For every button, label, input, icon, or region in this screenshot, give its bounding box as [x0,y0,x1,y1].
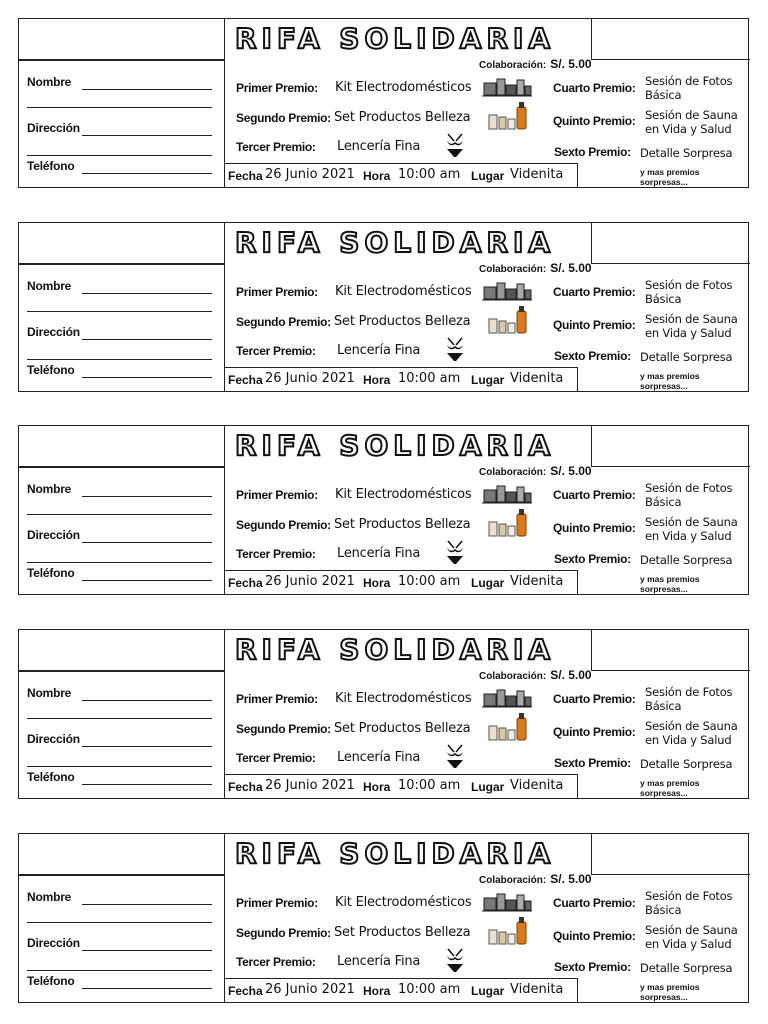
collaboration-amount: S/. 5.00 [550,872,592,886]
appliances-icon [482,77,532,99]
place-value: Videnita [510,778,564,793]
phone-line [82,580,212,581]
beauty-products-icon [487,916,529,948]
second-prize-value: Set Productos Belleza [334,721,471,736]
sixth-prize-label: Sexto Premio: [554,756,631,770]
phone-label: Teléfono [27,566,75,580]
fifth-prize-label: Quinto Premio: [553,929,636,943]
stub-phone-row [27,566,217,606]
stub-name-row [27,269,217,309]
raffle-ticket [18,833,749,1003]
second-prize-label: Segundo Premio: [236,926,331,940]
first-prize-value: Kit Electrodomésticos [335,284,472,299]
phone-label: Teléfono [27,974,75,988]
third-prize-label: Tercer Premio: [236,955,316,969]
fourth-prize-value [645,278,732,306]
place-label: Lugar [471,169,505,183]
lingerie-icon [445,743,465,769]
fourth-prize-line1: Sesión de Fotos [645,481,733,495]
time-value: 10:00 am [398,167,461,182]
name-line-2 [27,514,212,515]
address-label: Dirección [27,528,80,542]
event-details [224,978,578,1002]
place-value: Videnita [510,371,564,386]
fifth-prize-label: Quinto Premio: [553,725,636,739]
first-prize-value: Kit Electrodomésticos [335,895,472,910]
fourth-prize-value [645,889,732,917]
fourth-prize-value [645,481,732,509]
lingerie-icon [445,132,465,158]
name-line [82,293,212,294]
fifth-prize-line2: en Vida y Salud [645,733,732,747]
address-line-2 [27,155,212,156]
first-prize-label: Primer Premio: [236,488,318,502]
place-value: Videnita [510,574,564,589]
third-prize-value: Lencería Fina [337,750,421,765]
beauty-products-icon [487,305,529,337]
address-label: Dirección [27,732,80,746]
address-label: Dirección [27,936,80,950]
collaboration-label: Colaboración: [479,875,547,886]
address-label: Dirección [27,121,80,135]
name-line-2 [27,922,212,923]
second-prize-label: Segundo Premio: [236,315,331,329]
fifth-prize-label: Quinto Premio: [553,114,636,128]
ticket-stub [19,426,225,594]
fourth-prize-line1: Sesión de Fotos [645,889,733,903]
third-prize-label: Tercer Premio: [236,751,316,765]
fourth-prize-line1: Sesión de Fotos [645,278,733,292]
name-label: Nombre [27,686,72,700]
fifth-prize-line1: Sesión de Sauna [645,515,738,529]
raffle-ticket [18,425,749,595]
date-value: 26 Junio 2021 [265,778,355,793]
fourth-prize-line2: Básica [645,495,682,509]
address-line [82,135,212,136]
ticket-stub [19,834,225,1002]
sixth-prize-label: Sexto Premio: [554,145,631,159]
raffle-ticket [18,18,749,188]
sixth-prize-label: Sexto Premio: [554,552,631,566]
phone-label: Teléfono [27,363,75,377]
first-prize-value: Kit Electrodomésticos [335,80,472,95]
collaboration-amount: S/. 5.00 [550,464,592,478]
name-line [82,496,212,497]
ticket-stub [19,19,225,187]
ticket-number-box [591,834,750,875]
fifth-prize-value [645,312,738,340]
sixth-prize-label: Sexto Premio: [554,349,631,363]
fourth-prize-line2: Básica [645,88,682,102]
name-line [82,700,212,701]
more-prizes-note: y mas premios sorpresas... [640,778,700,798]
stub-name-row [27,676,217,716]
ticket-number-box [591,426,750,467]
collaboration [479,668,592,682]
third-prize-value: Lencería Fina [337,139,421,154]
second-prize-label: Segundo Premio: [236,518,331,532]
stub-phone-row [27,974,217,1014]
ticket-number-box [591,630,750,671]
place-label: Lugar [471,984,505,998]
fifth-prize-line1: Sesión de Sauna [645,312,738,326]
address-line-2 [27,970,212,971]
date-label: Fecha [228,576,263,590]
lingerie-icon [445,947,465,973]
stub-number-box [19,426,224,468]
name-line [82,904,212,905]
collaboration [479,464,592,478]
time-value: 10:00 am [398,778,461,793]
stub-number-box [19,630,224,672]
phone-line [82,784,212,785]
fifth-prize-line1: Sesión de Sauna [645,719,738,733]
appliances-icon [482,892,532,914]
third-prize-label: Tercer Premio: [236,547,316,561]
collaboration-label: Colaboración: [479,671,547,682]
second-prize-value: Set Productos Belleza [334,925,471,940]
event-details [224,367,578,391]
phone-line [82,173,212,174]
fifth-prize-line1: Sesión de Sauna [645,108,738,122]
stub-number-box [19,223,224,265]
raffle-title: RIFA SOLIDARIA [235,226,556,259]
raffle-title: RIFA SOLIDARIA [235,429,556,462]
appliances-icon [482,688,532,710]
date-label: Fecha [228,169,263,183]
date-label: Fecha [228,780,263,794]
phone-line [82,377,212,378]
fifth-prize-line2: en Vida y Salud [645,529,732,543]
sixth-prize-value: Detalle Sorpresa [640,961,733,975]
stub-phone-row [27,159,217,199]
stub-address-row [27,518,217,558]
date-label: Fecha [228,984,263,998]
time-value: 10:00 am [398,371,461,386]
stub-name-row [27,65,217,105]
name-label: Nombre [27,75,72,89]
address-line [82,542,212,543]
beauty-products-icon [487,508,529,540]
third-prize-value: Lencería Fina [337,954,421,969]
time-value: 10:00 am [398,574,461,589]
second-prize-label: Segundo Premio: [236,111,331,125]
address-line [82,746,212,747]
name-line-2 [27,311,212,312]
ticket-stub [19,223,225,391]
raffle-title: RIFA SOLIDARIA [235,633,556,666]
place-label: Lugar [471,780,505,794]
ticket-number-box [591,19,750,60]
collaboration [479,872,592,886]
stub-address-row [27,315,217,355]
stub-phone-row [27,363,217,403]
fifth-prize-line2: en Vida y Salud [645,326,732,340]
fourth-prize-value [645,685,732,713]
collaboration-amount: S/. 5.00 [550,668,592,682]
time-label: Hora [363,576,391,590]
fourth-prize-label: Cuarto Premio: [553,896,636,910]
collaboration-amount: S/. 5.00 [550,57,592,71]
name-line-2 [27,107,212,108]
sixth-prize-value: Detalle Sorpresa [640,350,733,364]
stub-phone-row [27,770,217,810]
collaboration [479,261,592,275]
fifth-prize-line2: en Vida y Salud [645,937,732,951]
name-label: Nombre [27,890,72,904]
name-label: Nombre [27,279,72,293]
raffle-ticket [18,629,749,799]
fourth-prize-value [645,74,732,102]
fifth-prize-value [645,923,738,951]
second-prize-value: Set Productos Belleza [334,110,471,125]
stub-number-box [19,19,224,61]
stub-name-row [27,472,217,512]
first-prize-label: Primer Premio: [236,285,318,299]
date-value: 26 Junio 2021 [265,982,355,997]
stub-address-row [27,111,217,151]
lingerie-icon [445,336,465,362]
stub-number-box [19,834,224,876]
address-line-2 [27,562,212,563]
raffle-title: RIFA SOLIDARIA [235,837,556,870]
stub-name-row [27,880,217,920]
collaboration-label: Colaboración: [479,264,547,275]
fourth-prize-label: Cuarto Premio: [553,81,636,95]
fifth-prize-line1: Sesión de Sauna [645,923,738,937]
second-prize-value: Set Productos Belleza [334,314,471,329]
address-line-2 [27,766,212,767]
lingerie-icon [445,539,465,565]
address-line [82,950,212,951]
name-label: Nombre [27,482,72,496]
time-value: 10:00 am [398,982,461,997]
fifth-prize-value [645,108,738,136]
third-prize-value: Lencería Fina [337,343,421,358]
collaboration [479,57,592,71]
fifth-prize-label: Quinto Premio: [553,318,636,332]
ticket-number-box [591,223,750,264]
sixth-prize-value: Detalle Sorpresa [640,757,733,771]
appliances-icon [482,281,532,303]
more-prizes-note: y mas premios sorpresas... [640,167,700,187]
fourth-prize-label: Cuarto Premio: [553,285,636,299]
fifth-prize-value [645,515,738,543]
more-prizes-note: y mas premios sorpresas... [640,371,700,391]
ticket-stub [19,630,225,798]
event-details [224,570,578,594]
raffle-title: RIFA SOLIDARIA [235,22,556,55]
event-details [224,163,578,187]
first-prize-label: Primer Premio: [236,692,318,706]
stub-address-row [27,722,217,762]
sixth-prize-value: Detalle Sorpresa [640,146,733,160]
place-label: Lugar [471,576,505,590]
sixth-prize-value: Detalle Sorpresa [640,553,733,567]
more-prizes-note: y mas premios sorpresas... [640,982,700,1002]
first-prize-label: Primer Premio: [236,81,318,95]
place-label: Lugar [471,373,505,387]
collaboration-label: Colaboración: [479,60,547,71]
beauty-products-icon [487,712,529,744]
fifth-prize-label: Quinto Premio: [553,521,636,535]
fifth-prize-line2: en Vida y Salud [645,122,732,136]
second-prize-value: Set Productos Belleza [334,517,471,532]
beauty-products-icon [487,101,529,133]
phone-line [82,988,212,989]
fourth-prize-line2: Básica [645,292,682,306]
third-prize-value: Lencería Fina [337,546,421,561]
third-prize-label: Tercer Premio: [236,344,316,358]
fourth-prize-line2: Básica [645,903,682,917]
fifth-prize-value [645,719,738,747]
time-label: Hora [363,373,391,387]
phone-label: Teléfono [27,770,75,784]
time-label: Hora [363,984,391,998]
appliances-icon [482,484,532,506]
name-line [82,89,212,90]
sixth-prize-label: Sexto Premio: [554,960,631,974]
raffle-ticket [18,222,749,392]
fourth-prize-line1: Sesión de Fotos [645,685,733,699]
place-value: Videnita [510,167,564,182]
place-value: Videnita [510,982,564,997]
name-line-2 [27,718,212,719]
address-line [82,339,212,340]
time-label: Hora [363,169,391,183]
time-label: Hora [363,780,391,794]
second-prize-label: Segundo Premio: [236,722,331,736]
phone-label: Teléfono [27,159,75,173]
date-label: Fecha [228,373,263,387]
address-label: Dirección [27,325,80,339]
address-line-2 [27,359,212,360]
fourth-prize-label: Cuarto Premio: [553,692,636,706]
fourth-prize-line2: Básica [645,699,682,713]
fourth-prize-line1: Sesión de Fotos [645,74,733,88]
fourth-prize-label: Cuarto Premio: [553,488,636,502]
stub-address-row [27,926,217,966]
third-prize-label: Tercer Premio: [236,140,316,154]
first-prize-value: Kit Electrodomésticos [335,487,472,502]
more-prizes-note: y mas premios sorpresas... [640,574,700,594]
event-details [224,774,578,798]
date-value: 26 Junio 2021 [265,167,355,182]
collaboration-label: Colaboración: [479,467,547,478]
collaboration-amount: S/. 5.00 [550,261,592,275]
date-value: 26 Junio 2021 [265,371,355,386]
first-prize-label: Primer Premio: [236,896,318,910]
date-value: 26 Junio 2021 [265,574,355,589]
first-prize-value: Kit Electrodomésticos [335,691,472,706]
